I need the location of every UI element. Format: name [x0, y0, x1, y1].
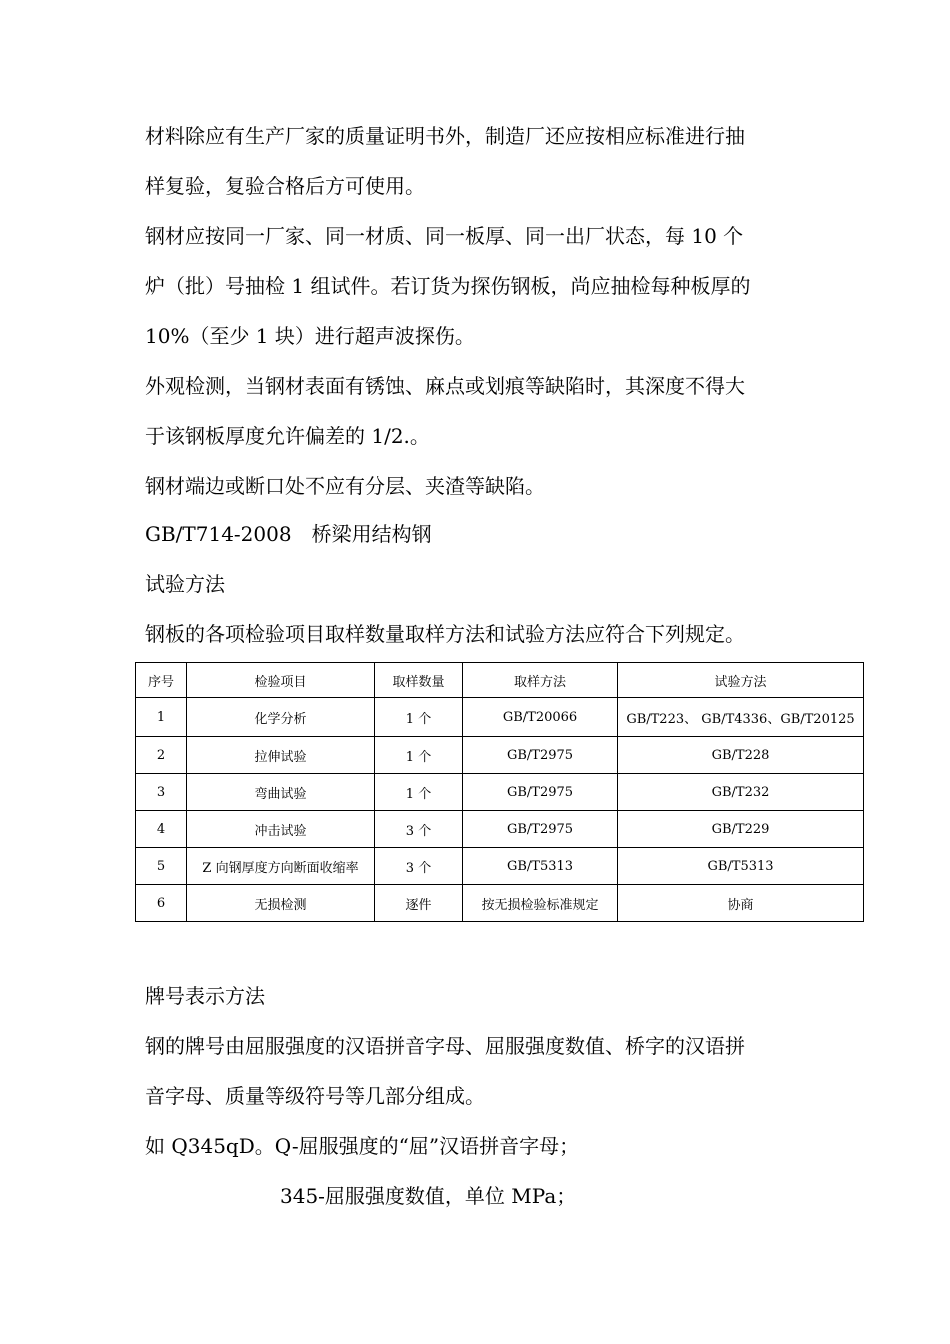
table-header-cell: 试验方法	[618, 663, 864, 698]
table-row	[136, 698, 864, 737]
inspection-table	[135, 662, 864, 922]
standard-title: GB/T714-2008 桥梁用结构钢	[145, 522, 432, 546]
table-header-cell: 序号	[136, 663, 187, 698]
table-cell: GB/T20066	[463, 698, 618, 737]
table-header-cell: 取样方法	[463, 663, 618, 698]
table-row	[136, 811, 864, 848]
table-cell: GB/T2975	[463, 811, 618, 848]
paragraph-line: 于该钢板厚度允许偏差的 1/2.。	[145, 424, 430, 448]
table-cell: 3	[136, 774, 187, 811]
table-cell: GB/T5313	[618, 848, 864, 885]
paragraph-line: 345-屈服强度数值，单位 MPa；	[280, 1184, 577, 1208]
paragraph-line: 材料除应有生产厂家的质量证明书外，制造厂还应按相应标准进行抽	[145, 124, 745, 148]
table-row	[136, 737, 864, 774]
table-cell: GB/T2975	[463, 774, 618, 811]
table-cell: GB/T2975	[463, 737, 618, 774]
paragraph-line: 如 Q345qD。Q-屈服强度的“屈”汉语拼音字母；	[145, 1134, 580, 1158]
table-cell: Z 向钢厚度方向断面收缩率	[187, 848, 375, 885]
table-cell: 协商	[618, 885, 864, 922]
paragraph-line: 音字母、质量等级符号等几部分组成。	[145, 1084, 485, 1108]
table-cell: 3 个	[375, 811, 463, 848]
table-header-cell: 检验项目	[187, 663, 375, 698]
table-cell: 1 个	[375, 774, 463, 811]
table-cell: 4	[136, 811, 187, 848]
paragraph-line: 炉（批）号抽检 1 组试件。若订货为探伤钢板，尚应抽检每种板厚的	[145, 274, 751, 298]
table-cell: GB/T5313	[463, 848, 618, 885]
section-heading: 牌号表示方法	[145, 984, 265, 1008]
table-cell: 冲击试验	[187, 811, 375, 848]
paragraph-line: 钢材端边或断口处不应有分层、夹渣等缺陷。	[145, 474, 545, 498]
table-cell: 化学分析	[187, 698, 375, 737]
table-cell: 3 个	[375, 848, 463, 885]
table-cell: GB/T228	[618, 737, 864, 774]
table-row	[136, 774, 864, 811]
table-header-cell: 取样数量	[375, 663, 463, 698]
table-row	[136, 885, 864, 922]
table-cell: 无损检测	[187, 885, 375, 922]
table-cell: 1 个	[375, 737, 463, 774]
table-cell: GB/T229	[618, 811, 864, 848]
table-cell: 6	[136, 885, 187, 922]
table-cell: 1 个	[375, 698, 463, 737]
paragraph-line: 外观检测，当钢材表面有锈蚀、麻点或划痕等缺陷时，其深度不得大	[145, 374, 745, 398]
paragraph-line: 钢板的各项检验项目取样数量取样方法和试验方法应符合下列规定。	[145, 622, 745, 646]
table-cell: 5	[136, 848, 187, 885]
paragraph-line: 钢材应按同一厂家、同一材质、同一板厚、同一出厂状态，每 10 个	[145, 224, 744, 248]
table-cell: 2	[136, 737, 187, 774]
table-cell: GB/T232	[618, 774, 864, 811]
table-cell: GB/T223、 GB/T4336、GB/T20125	[618, 698, 864, 737]
table-header-row	[136, 663, 864, 698]
paragraph-line: 钢的牌号由屈服强度的汉语拼音字母、屈服强度数值、桥字的汉语拼	[145, 1034, 745, 1058]
table-cell: 逐件	[375, 885, 463, 922]
table-cell: 弯曲试验	[187, 774, 375, 811]
table-cell: 拉伸试验	[187, 737, 375, 774]
table-row	[136, 848, 864, 885]
paragraph-line: 10%（至少 1 块）进行超声波探伤。	[145, 324, 475, 348]
section-heading: 试验方法	[145, 572, 225, 596]
table-cell: 1	[136, 698, 187, 737]
table-cell: 按无损检验标准规定	[463, 885, 618, 922]
paragraph-line: 样复验，复验合格后方可使用。	[145, 174, 425, 198]
